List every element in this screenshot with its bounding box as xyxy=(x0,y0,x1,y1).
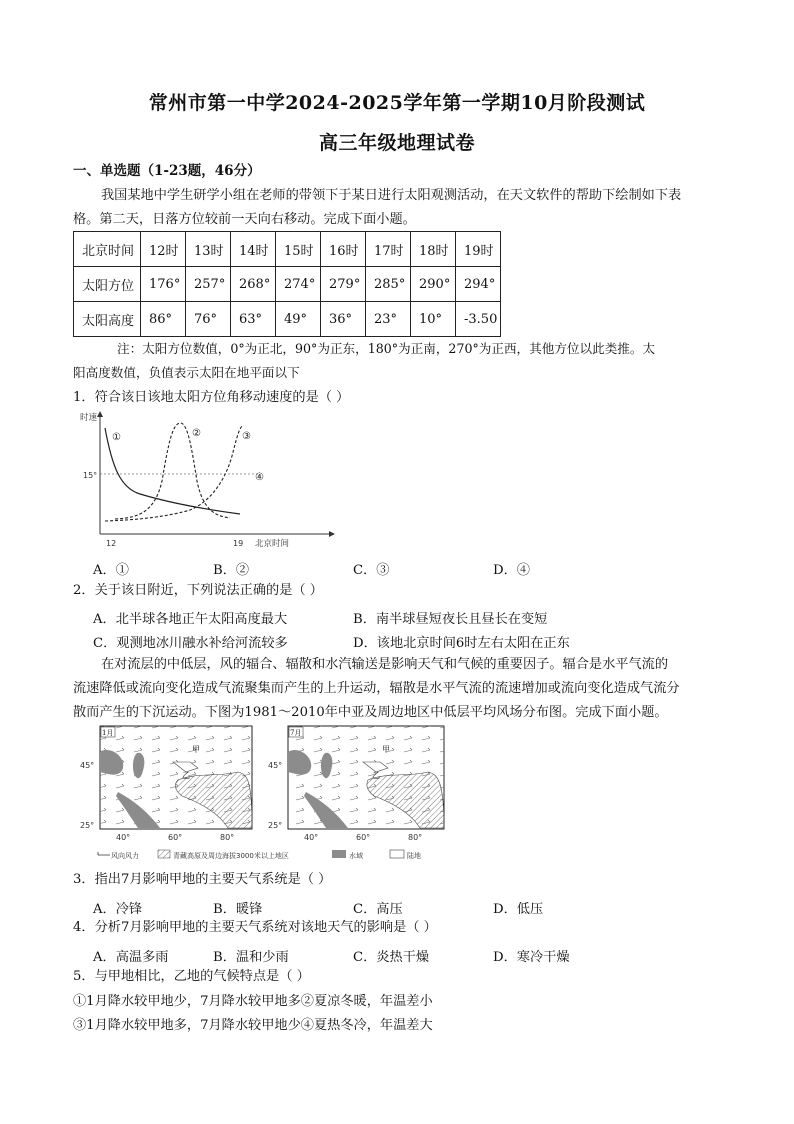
table-cell: 14时 xyxy=(231,232,276,267)
table-cell: 63° xyxy=(231,302,276,337)
table-cell: 285° xyxy=(366,267,411,302)
lon-60-jan: 60° xyxy=(168,833,183,842)
point-jia-jan: 甲 xyxy=(192,745,200,754)
wind-arrow-icon xyxy=(98,852,110,855)
q3-option-d: D．低压 xyxy=(493,902,544,917)
q4-option-d: D．寒冷干燥 xyxy=(493,950,570,965)
page-subtitle: 高三年级地理试卷 xyxy=(318,132,475,154)
table-cell: 太阳高度 xyxy=(74,302,141,337)
graph-ylabel: 时速 xyxy=(80,413,98,423)
lon-40-jul: 40° xyxy=(304,833,319,842)
sun-observation-table xyxy=(73,231,501,337)
q1-option-c: C．③ xyxy=(353,563,390,578)
map-jan-label: 1月 xyxy=(102,729,114,737)
q2-option-a: A．北半球各地正午太阳高度最大 xyxy=(93,612,288,627)
q5-statements-line1: ①1月降水较甲地少，7月降水较甲地多②夏凉冬暖，年温差小 xyxy=(73,994,433,1009)
table-cell: 257° xyxy=(186,267,231,302)
legend-wind: 风向风力 xyxy=(111,852,139,860)
legend-water: 水域 xyxy=(349,852,363,860)
curve-label-2: ② xyxy=(192,428,201,439)
graph-xlabel: 北京时间 xyxy=(255,539,290,549)
graph-ytick: 15° xyxy=(83,471,98,480)
legend-land: 陆地 xyxy=(407,852,421,860)
lon-80-jan: 80° xyxy=(220,833,235,842)
graph-xtick-end: 19 xyxy=(233,539,244,548)
question-2-stem: 2．关于该日附近，下列说法正确的是（ ） xyxy=(73,583,323,598)
q2-option-d: D．该地北京时间6时左右太阳在正东 xyxy=(353,636,570,651)
curve-label-4: ④ xyxy=(255,472,264,483)
table-row xyxy=(74,302,501,337)
q4-option-b: B．温和少雨 xyxy=(213,950,289,965)
table-cell: 268° xyxy=(231,267,276,302)
sun-azimuth-speed-graph xyxy=(80,406,340,556)
question-1-stem: 1．符合该日该地太阳方位角移动速度的是（ ） xyxy=(73,390,350,405)
curve-3 xyxy=(105,426,242,521)
map-legend xyxy=(98,850,421,860)
table-cell: 16时 xyxy=(321,232,366,267)
table-row xyxy=(74,232,501,267)
q1-option-b: B．② xyxy=(213,563,250,578)
graph-xtick-start: 12 xyxy=(106,539,117,548)
table-cell: 太阳方位 xyxy=(74,267,141,302)
passage2-line2: 流速降低或流向变化造成气流聚集而产生的上升运动，辐散是水平气流的流速增加或流向变化造成气流分 xyxy=(73,681,680,696)
lat-25-jan: 25° xyxy=(80,821,95,830)
q4-option-a: A．高温多雨 xyxy=(93,950,169,965)
wind-field-maps xyxy=(78,722,478,864)
water-swatch-icon xyxy=(332,850,346,858)
map-january xyxy=(100,726,252,829)
passage1-line2: 格。第二天，日落方位较前一天向右移动。完成下面小题。 xyxy=(73,212,416,227)
table-cell: 18时 xyxy=(411,232,456,267)
table-note-line2: 阳高度数值，负值表示太阳在地平面以下 xyxy=(73,365,300,380)
question-4-stem: 4．分析7月影响甲地的主要天气系统对该地天气的影响是（ ） xyxy=(73,920,437,935)
lat-45-jul: 45° xyxy=(268,761,283,770)
lon-80-jul: 80° xyxy=(408,833,423,842)
table-cell: 36° xyxy=(321,302,366,337)
map-jul-label: 7月 xyxy=(290,729,302,737)
table-cell: 19时 xyxy=(456,232,501,267)
table-cell: 86° xyxy=(141,302,186,337)
q4-option-c: C．炎热干燥 xyxy=(353,950,430,965)
plateau-swatch-icon xyxy=(158,850,170,858)
table-cell: 274° xyxy=(276,267,321,302)
point-jia-jul: 甲 xyxy=(382,745,390,754)
table-cell: 279° xyxy=(321,267,366,302)
point-yi-jul: 乙 xyxy=(372,771,380,780)
q2-option-c: C．观测地冰川融水补给河流较多 xyxy=(93,636,288,651)
table-cell: 15时 xyxy=(276,232,321,267)
curve-2 xyxy=(115,423,230,519)
q3-option-a: A．冷锋 xyxy=(93,902,143,917)
table-cell: 17时 xyxy=(366,232,411,267)
table-cell: 76° xyxy=(186,302,231,337)
q3-option-b: B．暖锋 xyxy=(213,902,263,917)
q1-option-d: D．④ xyxy=(493,563,530,578)
q2-option-b: B．南半球昼短夜长且昼长在变短 xyxy=(353,612,548,627)
table-note-line1: 注：太阳方位数值，0°为正北，90°为正东，180°为正南，270°为正西，其他方位以此类推。太 xyxy=(117,341,656,356)
table-cell: 290° xyxy=(411,267,456,302)
table-cell: 12时 xyxy=(141,232,186,267)
table-cell: 49° xyxy=(276,302,321,337)
page-title: 常州市第一中学2024-2025学年第一学期10月阶段测试 xyxy=(148,92,646,114)
land-swatch-icon xyxy=(390,850,404,858)
section-heading: 一、单选题（1-23题，46分） xyxy=(73,163,261,179)
passage2-line3: 散而产生的下沉运动。下图为1981～2010年中亚及周边地区中低层平均风场分布图。完成下面小题。 xyxy=(73,705,668,720)
curve-label-1: ① xyxy=(112,432,121,443)
point-yi-jan: 乙 xyxy=(182,771,190,780)
table-cell: 23° xyxy=(366,302,411,337)
passage1-line1: 我国某地中学生研学小组在老师的带领下于某日进行太阳观测活动，在天文软件的帮助下绘制如下表 xyxy=(101,188,682,203)
passage2-line1: 在对流层的中低层，风的辐合、辐散和水汽输送是影响天气和气候的重要因子。辐合是水平气流的 xyxy=(101,657,669,672)
table-row xyxy=(74,267,501,302)
table-cell: 北京时间 xyxy=(74,232,141,267)
question-5-stem: 5．与甲地相比，乙地的气候特点是（ ） xyxy=(73,969,310,984)
q1-option-a: A．① xyxy=(93,563,129,578)
question-3-stem: 3．指出7月影响甲地的主要天气系统是（ ） xyxy=(73,872,332,887)
legend-plateau: 青藏高原及周边海拔3000米以上地区 xyxy=(173,852,289,860)
table-cell: -3.50 xyxy=(456,302,501,337)
q3-option-c: C．高压 xyxy=(353,902,403,917)
lon-60-jul: 60° xyxy=(356,833,371,842)
table-cell: 176° xyxy=(141,267,186,302)
curve-1 xyxy=(105,428,240,514)
lat-25-jul: 25° xyxy=(268,821,283,830)
map-july xyxy=(288,726,444,829)
lon-40-jan: 40° xyxy=(116,833,131,842)
table-cell: 13时 xyxy=(186,232,231,267)
curve-label-3: ③ xyxy=(242,431,251,442)
q5-statements-line2: ③1月降水较甲地多，7月降水较甲地少④夏热冬冷，年温差大 xyxy=(73,1018,433,1033)
table-cell: 294° xyxy=(456,267,501,302)
table-cell: 10° xyxy=(411,302,456,337)
lat-45-jan: 45° xyxy=(80,761,95,770)
